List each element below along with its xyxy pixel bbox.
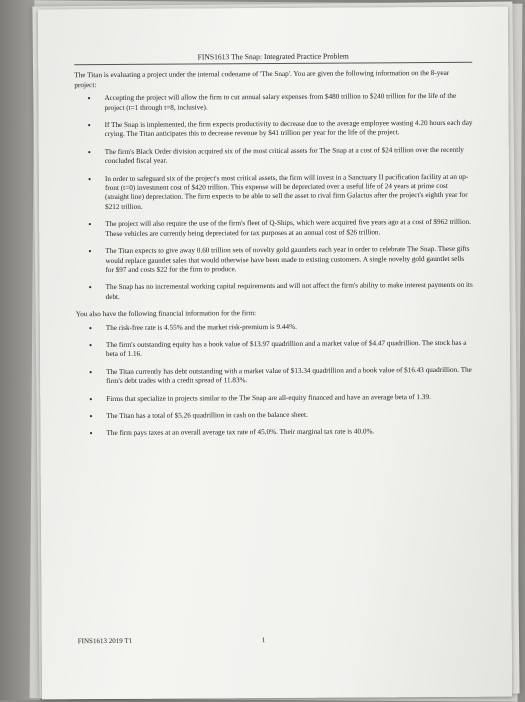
list-item: • The firm pays taxes at an overall average tax rate of 45.0%. Their marginal tax rate is 40.0%. bbox=[100, 427, 474, 439]
list-item: • In order to safeguard six of the project's most critical assets, the firm will invest in a Sanctuary II pacification facility at an up-front (t=0) investment cost of $420 trillion. This expense will be depreciated over a useful life of 24 years at prime cost (straight line) depreciation. The firm expects to be able to sell the asset to rival firm Galactus after the project's eighth year for $212 trillion. bbox=[99, 172, 473, 212]
page-content bbox=[74, 51, 474, 447]
page-footer bbox=[77, 635, 476, 646]
financial-intro: You also have the following financial information for the firm: bbox=[75, 309, 257, 319]
list-item: • Accepting the project will allow the firm to cut annual salary expenses from $480 trillion to $240 trillion for the life of the project (t=1 through t=8, inclusive). bbox=[98, 92, 472, 113]
document-page bbox=[38, 7, 512, 700]
list-item: • The Titan expects to give away 0.60 trillion sets of novelty gold gauntlets each year in order to celebrate The Snap. These gifts would replace gauntlet sales that would otherwise have been made to existing customers. A single novelty gold gauntlet sells for $97 and costs $22 for the firm to produce. bbox=[99, 245, 473, 276]
page-header: FINS1613 The Snap: Integrated Practice Problem bbox=[74, 51, 472, 66]
list-item: • The Titan currently has debt outstanding with a market value of $13.34 quadrillion and a book value of $16.43 quadrillion. The firm's debt trades with a credit spread of 11.83%. bbox=[100, 366, 474, 387]
list-item: • The firm's Black Order division acquired six of the most critical assets for The Snap at a cost of $24 trillion over the recently concluded fiscal year. bbox=[99, 146, 473, 167]
list-item: • If The Snap is implemented, the firm expects productivity to decrease due to the average employee wasting 4.20 hours each day crying. The Titan anticipates this to decrease revenue by $41 trillion per year for the life of the project. bbox=[99, 119, 473, 140]
list-item: • The Snap has no incremental working capital requirements and will not affect the firm's ability to make interest payments on its debt. bbox=[100, 281, 474, 302]
project-info-list bbox=[74, 92, 473, 302]
page-number: 1 bbox=[261, 636, 266, 645]
footer-course: FINS1613 2019 T1 bbox=[77, 636, 133, 646]
financial-info-list bbox=[76, 321, 475, 439]
list-item: • Firms that specialize in projects similar to the The Snap are all-equity financed and have an average beta of 1.39. bbox=[100, 392, 474, 404]
list-item: • The Titan has a total of $5.26 quadrillion in cash on the balance sheet. bbox=[100, 410, 474, 422]
list-item: • The project will also require the use of the firm's fleet of Q-Ships, which were acquired five years ago at a cost of $962 trillion. These vehicles are currently being depreciated for tax purposes at an annual cost of $26 trillion. bbox=[99, 218, 473, 239]
list-item: • The risk-free rate is 4.55% and the market risk-premium is 9.44%. bbox=[100, 321, 474, 333]
intro-paragraph: The Titan is evaluating a project under the internal codename of 'The Snap'. You are given the following information on the 8-year project: bbox=[74, 69, 450, 90]
list-item: • The firm's outstanding equity has a book value of $13.97 quadrillion and a market value of $4.47 quadrillion. The stock has a beta of 1.16. bbox=[100, 339, 474, 360]
